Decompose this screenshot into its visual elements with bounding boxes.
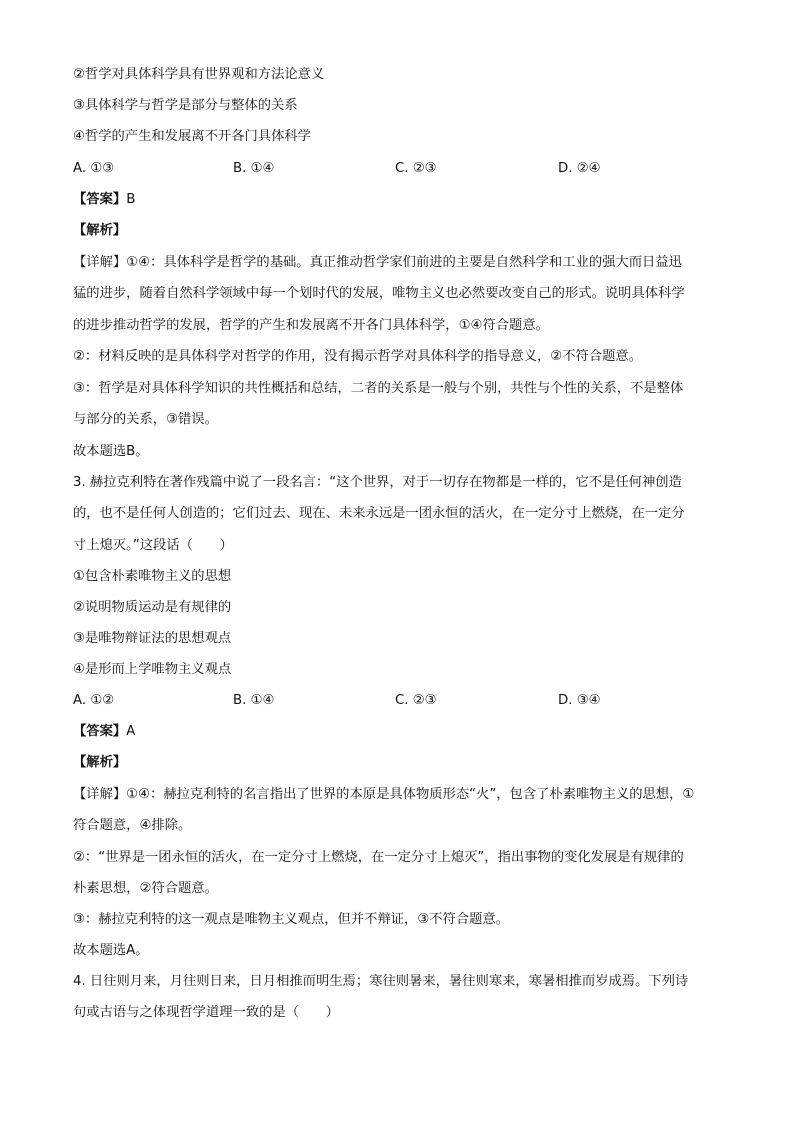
q3-option-d: D. ③④ (558, 693, 601, 708)
answer-value: A (126, 724, 136, 739)
q2-detail-line: 的进步推动哲学的发展，哲学的产生和发展离不开各门具体科学，①④符合题意。 (73, 318, 549, 333)
q3-item-3: ③是唯物辩证法的思想观点 (73, 631, 232, 646)
q3-analysis-tag: 【解析】 (73, 755, 127, 770)
answer-tag: 【答案】 (73, 724, 127, 739)
q2-item-3: ③具体科学与哲学是部分与整体的关系 (73, 98, 298, 113)
q2-option-a: A. ①③ (73, 161, 115, 176)
q2-answer (73, 190, 135, 210)
q2-option-b: B. ①④ (233, 161, 275, 176)
q2-detail-line: 猛的进步，随着自然科学领域中每一个划时代的发展，唯物主义也必然要改变自己的形式。说明具体科学 (73, 286, 685, 301)
q2-options (73, 159, 723, 179)
q2-detail-line: 【详解】①④：具体科学是哲学的基础。真正推动哲学家们前进的主要是自然科学和工业的强大而日益迅 (73, 255, 682, 270)
q2-detail-line: ③：哲学是对具体科学知识的共性概括和总结，二者的关系是一般与个别，共性与个性的关系，不是整体 (73, 381, 684, 396)
q4-stem-line: 4. 日往则月来，月往则日来，日月相推而明生焉；寒往则暑来，暑往则寒来，寒暑相推而岁成焉。下列诗 (73, 974, 689, 989)
q3-option-c: C. ②③ (395, 693, 437, 708)
q2-option-c: C. ②③ (395, 161, 437, 176)
q2-item-4: ④哲学的产生和发展离不开各门具体科学 (73, 129, 311, 144)
q3-options (73, 691, 723, 711)
q3-conclusion: 故本题选A。 (73, 943, 149, 958)
q3-detail-line: 朴素思想，②符合题意。 (73, 881, 218, 896)
answer-tag: 【答案】 (73, 192, 127, 207)
q3-detail-line: ③：赫拉克利特的这一观点是唯物主义观点，但并不辩证，③不符合题意。 (73, 912, 510, 927)
q3-stem-line: 寸上熄灭。”这段话（ ） (73, 538, 233, 553)
q2-detail-line: ②：材料反映的是具体科学对哲学的作用，没有揭示哲学对具体科学的指导意义，②不符合题意。 (73, 349, 643, 364)
q2-detail-line: 与部分的关系，③错误。 (73, 412, 218, 427)
q3-answer (73, 722, 135, 742)
q2-item-2: ②哲学对具体科学具有世界观和方法论意义 (73, 67, 325, 82)
q3-item-4: ④是形而上学唯物主义观点 (73, 662, 232, 677)
q3-stem-line: 的，也不是任何人创造的；它们过去、现在、未来永远是一团永恒的活火，在一定分寸上燃烧，在一定分 (73, 506, 685, 521)
q3-detail-line: ②：“世界是一团永恒的活火，在一定分寸上燃烧，在一定分寸上熄灭”，指出事物的变化发展是有规律的 (73, 850, 684, 865)
q2-analysis-tag: 【解析】 (73, 223, 127, 238)
q3-option-b: B. ①④ (233, 693, 275, 708)
answer-value: B (126, 192, 136, 207)
q3-stem-line: 3. 赫拉克利特在著作残篇中说了一段名言：“这个世界，对于一切存在物都是一样的，它不是任何神创造 (73, 475, 682, 490)
q2-option-d: D. ②④ (558, 161, 601, 176)
q2-conclusion: 故本题选B。 (73, 444, 149, 459)
q3-option-a: A. ①② (73, 693, 115, 708)
q3-item-1: ①包含朴素唯物主义的思想 (73, 569, 232, 584)
q3-item-2: ②说明物质运动是有规律的 (73, 600, 232, 615)
q4-stem-line: 句或古语与之体现哲学道理一致的是（ ） (73, 1005, 339, 1020)
q3-detail-line: 符合题意，④排除。 (73, 818, 192, 833)
q3-detail-line: 【详解】①④：赫拉克利特的名言指出了世界的本原是具体物质形态“火”，包含了朴素唯物主义的思想，① (73, 787, 695, 802)
